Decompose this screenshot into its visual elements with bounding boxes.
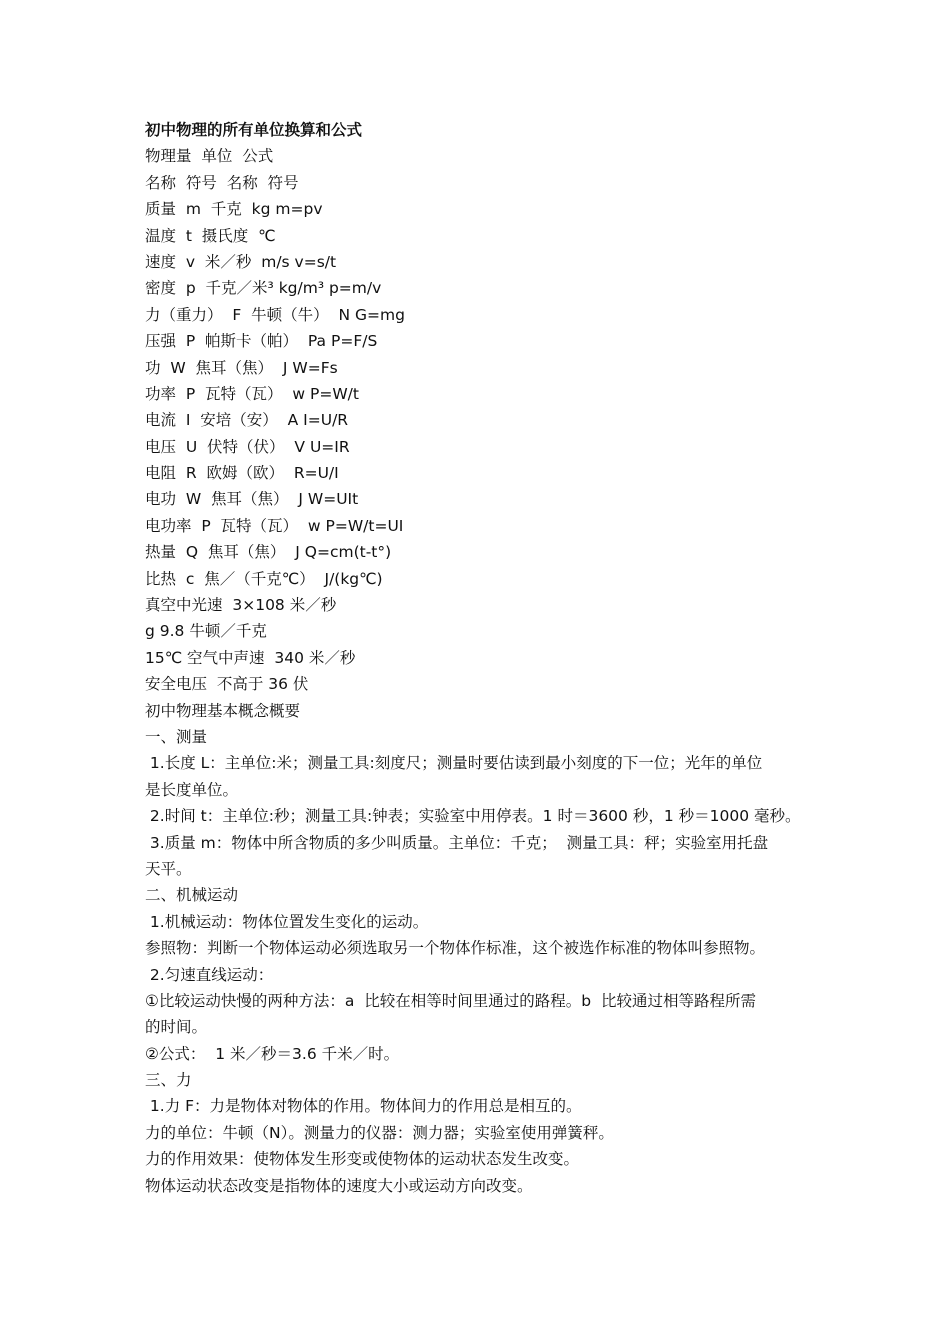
text-line: 电压 U 伏特（伏） V U=IR xyxy=(145,437,350,456)
text-line: 名称 符号 名称 符号 xyxy=(145,173,299,192)
document-body xyxy=(145,117,815,1199)
text-line: 物理量 单位 公式 xyxy=(145,147,274,166)
text-line: g 9.8 牛顿／千克 xyxy=(145,622,267,641)
text-line: 三、力 xyxy=(145,1071,192,1090)
text-line: 3.质量 m：物体中所含物质的多少叫质量。主单位：千克； 测量工具：秤；实验室用托盘 xyxy=(145,833,769,852)
text-line: 1.机械运动：物体位置发生变化的运动。 xyxy=(145,912,429,931)
text-line: 二、机械运动 xyxy=(145,886,239,905)
text-line: 电功率 P 瓦特（瓦） w P=W/t=UI xyxy=(145,516,404,535)
text-line: 电阻 R 欧姆（欧） R=U/I xyxy=(145,464,339,483)
text-line: 质量 m 千克 kg m=pv xyxy=(145,200,323,219)
text-line: 功 W 焦耳（焦） J W=Fs xyxy=(145,358,338,377)
text-line: 2.时间 t：主单位:秒；测量工具:钟表；实验室中用停表。1 时＝3600 秒，1 秒＝1000 毫秒。 xyxy=(145,807,801,826)
text-line: 真空中光速 3×108 米／秒 xyxy=(145,596,337,615)
section-heading: ②公式： 1 米／秒＝3.6 千米／时。 xyxy=(145,1044,400,1063)
text-line: 的时间。 xyxy=(145,1018,208,1037)
text-line: ①比较运动快慢的两种方法：a 比较在相等时间里通过的路程。b 比较通过相等路程所需 xyxy=(145,991,756,1010)
text-line: 功率 P 瓦特（瓦） w P=W/t xyxy=(145,384,359,403)
text-line: 力的作用效果：使物体发生形变或使物体的运动状态发生改变。 xyxy=(145,1150,580,1169)
section-heading: 天平。 xyxy=(145,859,192,878)
document-title: 初中物理的所有单位换算和公式 xyxy=(145,121,363,139)
section-heading: 安全电压 不高于 36 伏 xyxy=(145,675,309,694)
section-heading: 初中物理基本概念概要 xyxy=(145,701,301,720)
text-line: 1.力 F：力是物体对物体的作用。物体间力的作用总是相互的。 xyxy=(145,1097,582,1116)
text-line: 温度 t 摄氏度 ℃ xyxy=(145,226,276,245)
text-line: 力（重力） F 牛顿（牛） N G=mg xyxy=(145,305,405,324)
text-line: 1.长度 L：主单位:米；测量工具:刻度尺；测量时要估读到最小刻度的下一位；光年的单位 xyxy=(145,754,763,773)
text-line: 速度 v 米／秒 m/s v=s/t xyxy=(145,252,337,271)
text-line: 电功 W 焦耳（焦） J W=UIt xyxy=(145,490,359,509)
text-line: 物体运动状态改变是指物体的速度大小或运动方向改变。 xyxy=(145,1176,533,1195)
text-line: 一、测量 xyxy=(145,727,208,746)
text-line: 电流 I 安培（安） A I=U/R xyxy=(145,411,349,430)
text-line: 参照物：判断一个物体运动必须选取另一个物体作标准，这个被选作标准的物体叫参照物。 xyxy=(145,939,766,958)
text-line: 力的单位：牛顿（N）。测量力的仪器：测力器；实验室使用弹簧秤。 xyxy=(145,1123,614,1142)
text-line: 2.匀速直线运动： xyxy=(145,965,274,984)
text-line: 压强 P 帕斯卡（帕） Pa P=F/S xyxy=(145,332,378,351)
text-line: 是长度单位。 xyxy=(145,780,239,799)
text-line: 15℃ 空气中声速 340 米／秒 xyxy=(145,648,356,667)
text-line: 密度 p 千克／米³ kg/m³ p=m/v xyxy=(145,279,382,298)
text-line: 比热 c 焦／（千克℃） J/(kg℃) xyxy=(145,569,383,588)
text-line: 热量 Q 焦耳（焦） J Q=cm(t-t°) xyxy=(145,543,392,562)
